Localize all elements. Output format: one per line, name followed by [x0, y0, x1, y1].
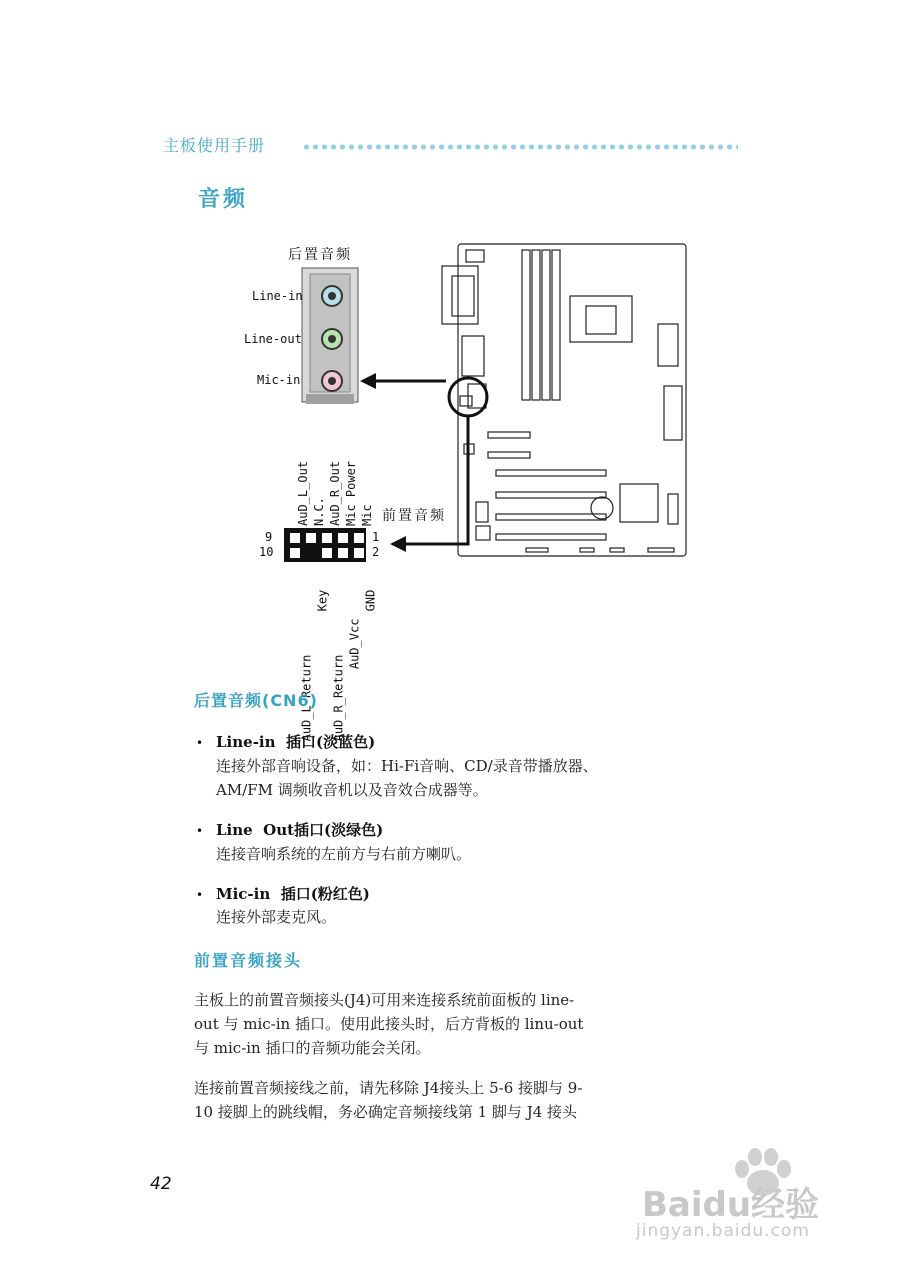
pin-label-bottom-wrap-1 — [284, 568, 314, 742]
front-audio-para1-line2: out 与 mic-in 插口。使用此接头时，后方背板的 linu-out — [194, 1015, 584, 1033]
line-out-desc: 连接音响系统的左前方与右前方喇叭。 — [216, 845, 472, 863]
front-audio-diagram-label: 前置音频 — [382, 508, 446, 524]
bullet-dot: • — [196, 888, 204, 902]
header-dotted-rule — [302, 143, 738, 151]
pin-label-aud-l-out: AuD_L_Out — [296, 460, 310, 526]
pin-label-gnd: GND — [364, 589, 378, 612]
front-audio-heading: 前置音频接头 — [194, 951, 303, 970]
pin-label-key: Key — [316, 589, 330, 612]
line-out-title: Line Out插口(淡绿色) — [216, 821, 384, 839]
pin-label-bottom-wrap-4 — [332, 568, 362, 670]
line-in-desc-2: AM/FM 调频收音机以及音效合成器等。 — [216, 781, 488, 799]
pin-label-aud-r-out: AuD_R_Out — [328, 460, 342, 526]
pin-label-aud-r-return: AuD_R_Return — [332, 654, 346, 742]
pin-label-bottom-wrap-2 — [300, 568, 330, 612]
front-audio-para2-line2: 10 接脚上的跳线帽，务必确定音频接线第 1 脚与 J4 接头 — [194, 1103, 578, 1121]
mic-in-desc: 连接外部麦克风。 — [216, 908, 337, 926]
rear-audio-diagram-label: 后置音频 — [288, 247, 352, 263]
pin-number-10: 10 — [259, 545, 274, 559]
pin-label-mic: Mic — [360, 504, 374, 526]
rear-port-label-mic-in: Mic-in — [257, 373, 301, 387]
pin-label-bottom-wrap-5 — [348, 568, 378, 612]
pin-label-mic-power: Mic Power — [344, 460, 358, 526]
line-in-desc-1: 连接外部音响设备，如：Hi-Fi音响、CD/录音带播放器、 — [216, 757, 598, 775]
pin-number-9: 9 — [265, 530, 273, 544]
front-audio-para1-line3: 与 mic-in 插口的音频功能会关闭。 — [194, 1039, 431, 1057]
pin-number-1: 1 — [372, 530, 380, 544]
rear-audio-arrow-head — [360, 373, 376, 389]
pin-label-aud-vcc: AuD_Vcc — [348, 618, 362, 670]
watermark-brand: Baidu经验 — [642, 1185, 820, 1225]
line-in-title: Line-in 插口(淡蓝色) — [216, 733, 376, 751]
page-number: 42 — [150, 1174, 172, 1194]
pin-header — [284, 528, 366, 562]
section-title: 音频 — [198, 187, 249, 212]
pin-number-2: 2 — [372, 545, 380, 559]
rear-panel-image — [302, 268, 358, 404]
pin-label-aud-l-return: AuD_L_Return — [300, 654, 314, 742]
front-audio-para2-line1: 连接前置音频接线之前，请先移除 J4接头上 5-6 接脚与 9- — [194, 1079, 583, 1097]
pin-label-bottom-wrap-3 — [316, 568, 346, 742]
watermark-url: jingyan.baidu.com — [636, 1221, 810, 1241]
motherboard-image — [442, 244, 686, 556]
pin-label-nc: N.C. — [312, 497, 326, 526]
bullet-dot: • — [196, 736, 204, 750]
baidu-watermark — [636, 1145, 866, 1255]
front-audio-para1-line1: 主板上的前置音频接头(J4)可用来连接系统前面板的 line- — [194, 991, 575, 1009]
bullet-dot: • — [196, 824, 204, 838]
rear-audio-heading: 后置音频(CN6) — [194, 691, 318, 710]
manual-header-title: 主板使用手册 — [163, 136, 266, 155]
rear-port-label-line-out: Line-out — [244, 332, 302, 346]
front-audio-arrow-head — [390, 536, 406, 552]
rear-port-label-line-in: Line-in — [252, 289, 303, 303]
mic-in-title: Mic-in 插口(粉红色) — [216, 885, 370, 903]
